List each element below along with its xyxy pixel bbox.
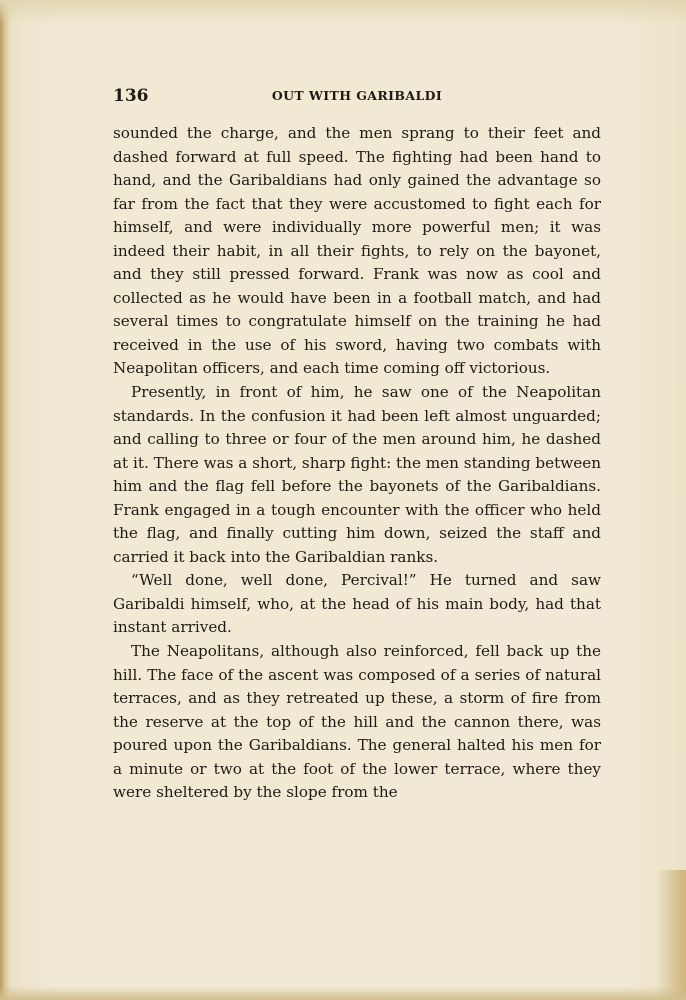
paragraph-3: “Well done, well done, Percival!” He turned and saw Garibaldi himself, who, at the head of his main body, had that instant arrived.: [113, 571, 601, 637]
body-text: [113, 122, 601, 805]
page-number: 136: [113, 86, 149, 106]
paragraph-1: sounded the charge, and the men sprang to their feet and dashed forward at full speed. The fighting had been hand to hand, and the Garibaldians had only gained the advantage so far from the fact that they were accustomed to fight each for himself, and were individually more powerful men; it was indeed their habit, in all their fights, to rely on the bayonet, and they still pressed forward. Frank was now as cool and collected as he would have been in a football match, and had several times to congratulate himself on the training he had received in the use of his sword, having two combats with Neapolitan officers, and each time coming off victorious.: [113, 124, 601, 378]
paragraph-4: The Neapolitans, although also reinforced, fell back up the hill. The face of the ascent was composed of a series of natural terraces, and as they retreated up these, a storm of fire from the reserve at the top of the hill and the cannon there, was poured upon the Garibaldians. The general halted his men for a minute or two at the foot of the lower terrace, where they were sheltered by the slope from the: [113, 642, 601, 802]
page-top-shadow: [0, 0, 686, 24]
running-header: [113, 86, 601, 112]
running-title: OUT WITH GARIBALDI: [271, 88, 443, 103]
page-corner-shadow: [656, 870, 686, 1000]
page-spine-shadow: [0, 0, 10, 1000]
page-bottom-shadow: [0, 986, 686, 1000]
paragraph-2: Presently, in front of him, he saw one of the Neapolitan standards. In the confusion it had been left almost unguarded; and calling to three or four of the men around him, he dashed at it. There was a short, sharp fight: the men standing between him and the flag fell before the bayonets of the Garibaldians. Frank engaged in a tough encounter with the officer who held the flag, and finally cutting him down, seized the staff and carried it back into the Garibaldian ranks.: [113, 383, 601, 566]
